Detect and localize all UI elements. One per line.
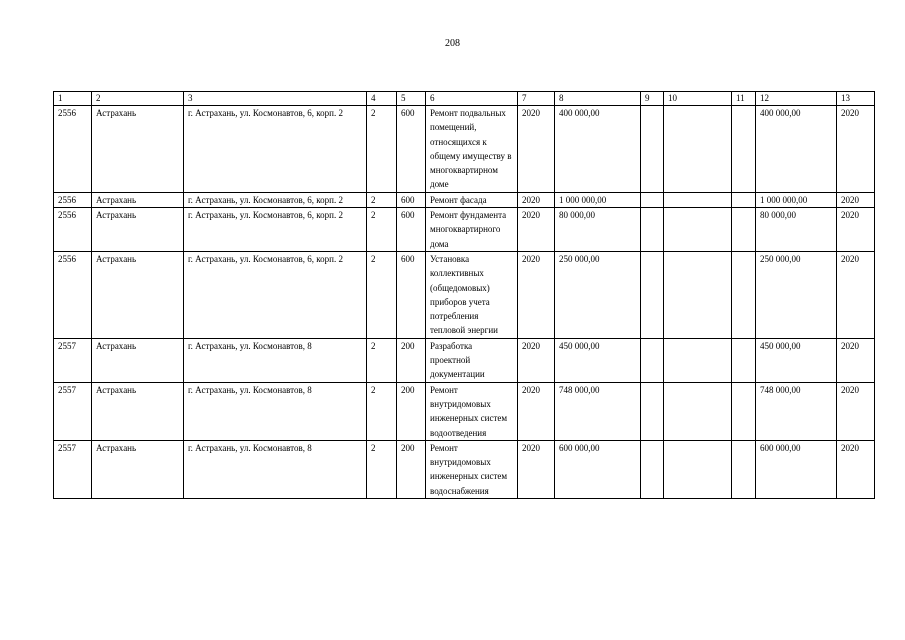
year-cell: 2020: [518, 382, 555, 440]
table-row: [54, 251, 875, 338]
col-11-cell: [732, 192, 756, 207]
col-10-cell: [664, 192, 732, 207]
work-type-cell: Установка коллективных (общедомовых) приборов учета потребления тепловой энергии: [426, 251, 518, 338]
cost-cell: 450 000,00: [555, 338, 641, 382]
col-10-cell: [664, 338, 732, 382]
table-row: [54, 440, 875, 498]
cost-cell: 1 000 000,00: [555, 192, 641, 207]
completion-year-cell: 2020: [837, 208, 875, 252]
year-cell: 2020: [518, 251, 555, 338]
work-type-cell: Разработка проектной документации: [426, 338, 518, 382]
col-5-cell: 600: [397, 208, 426, 252]
column-header: 4: [367, 92, 397, 106]
total-cost-cell: 600 000,00: [756, 440, 837, 498]
record-number-cell: 2556: [54, 251, 92, 338]
col-9-cell: [641, 440, 664, 498]
table-row: [54, 106, 875, 193]
col-5-cell: 600: [397, 106, 426, 193]
col-10-cell: [664, 208, 732, 252]
total-cost-cell: 1 000 000,00: [756, 192, 837, 207]
col-9-cell: [641, 382, 664, 440]
col-11-cell: [732, 106, 756, 193]
total-cost-cell: 450 000,00: [756, 338, 837, 382]
completion-year-cell: 2020: [837, 440, 875, 498]
work-type-cell: Ремонт подвальных помещений, относящихся к общему имуществу в многоквартирном доме: [426, 106, 518, 193]
completion-year-cell: 2020: [837, 338, 875, 382]
col-4-cell: 2: [367, 382, 397, 440]
municipality-cell: Астрахань: [92, 106, 184, 193]
col-11-cell: [732, 208, 756, 252]
municipality-cell: Астрахань: [92, 208, 184, 252]
column-header: 8: [555, 92, 641, 106]
address-cell: г. Астрахань, ул. Космонавтов, 6, корп. 2: [184, 192, 367, 207]
work-type-cell: Ремонт фасада: [426, 192, 518, 207]
table-row: [54, 192, 875, 207]
year-cell: 2020: [518, 192, 555, 207]
column-header: 3: [184, 92, 367, 106]
municipality-cell: Астрахань: [92, 440, 184, 498]
total-cost-cell: 80 000,00: [756, 208, 837, 252]
column-number-row: [54, 92, 875, 106]
col-11-cell: [732, 251, 756, 338]
column-header: 9: [641, 92, 664, 106]
record-number-cell: 2556: [54, 208, 92, 252]
col-9-cell: [641, 106, 664, 193]
address-cell: г. Астрахань, ул. Космонавтов, 6, корп. 2: [184, 106, 367, 193]
column-header: 1: [54, 92, 92, 106]
total-cost-cell: 400 000,00: [756, 106, 837, 193]
work-type-cell: Ремонт внутридомовых инженерных систем водоотведения: [426, 382, 518, 440]
table-row: [54, 338, 875, 382]
municipality-cell: Астрахань: [92, 192, 184, 207]
column-header: 6: [426, 92, 518, 106]
col-9-cell: [641, 192, 664, 207]
col-10-cell: [664, 440, 732, 498]
address-cell: г. Астрахань, ул. Космонавтов, 8: [184, 440, 367, 498]
column-header: 7: [518, 92, 555, 106]
col-9-cell: [641, 208, 664, 252]
completion-year-cell: 2020: [837, 192, 875, 207]
record-number-cell: 2557: [54, 440, 92, 498]
col-11-cell: [732, 440, 756, 498]
col-11-cell: [732, 382, 756, 440]
address-cell: г. Астрахань, ул. Космонавтов, 6, корп. 2: [184, 208, 367, 252]
total-cost-cell: 748 000,00: [756, 382, 837, 440]
column-header: 10: [664, 92, 732, 106]
address-cell: г. Астрахань, ул. Космонавтов, 6, корп. 2: [184, 251, 367, 338]
col-5-cell: 200: [397, 382, 426, 440]
col-5-cell: 600: [397, 192, 426, 207]
col-5-cell: 600: [397, 251, 426, 338]
work-type-cell: Ремонт внутридомовых инженерных систем водоснабжения: [426, 440, 518, 498]
col-10-cell: [664, 106, 732, 193]
cost-cell: 250 000,00: [555, 251, 641, 338]
municipality-cell: Астрахань: [92, 382, 184, 440]
completion-year-cell: 2020: [837, 251, 875, 338]
table-row: [54, 382, 875, 440]
year-cell: 2020: [518, 106, 555, 193]
column-header: 5: [397, 92, 426, 106]
col-5-cell: 200: [397, 338, 426, 382]
completion-year-cell: 2020: [837, 106, 875, 193]
record-number-cell: 2556: [54, 106, 92, 193]
record-number-cell: 2556: [54, 192, 92, 207]
column-header: 11: [732, 92, 756, 106]
column-header: 13: [837, 92, 875, 106]
page-number: 208: [445, 38, 460, 49]
col-4-cell: 2: [367, 106, 397, 193]
column-header: 2: [92, 92, 184, 106]
col-9-cell: [641, 251, 664, 338]
completion-year-cell: 2020: [837, 382, 875, 440]
col-9-cell: [641, 338, 664, 382]
record-number-cell: 2557: [54, 338, 92, 382]
address-cell: г. Астрахань, ул. Космонавтов, 8: [184, 338, 367, 382]
address-cell: г. Астрахань, ул. Космонавтов, 8: [184, 382, 367, 440]
year-cell: 2020: [518, 338, 555, 382]
work-type-cell: Ремонт фундамента многоквартирного дома: [426, 208, 518, 252]
cost-cell: 748 000,00: [555, 382, 641, 440]
col-10-cell: [664, 251, 732, 338]
col-11-cell: [732, 338, 756, 382]
col-4-cell: 2: [367, 192, 397, 207]
column-header: 12: [756, 92, 837, 106]
col-4-cell: 2: [367, 251, 397, 338]
col-4-cell: 2: [367, 338, 397, 382]
year-cell: 2020: [518, 208, 555, 252]
record-number-cell: 2557: [54, 382, 92, 440]
municipality-cell: Астрахань: [92, 338, 184, 382]
cost-cell: 400 000,00: [555, 106, 641, 193]
col-10-cell: [664, 382, 732, 440]
cost-cell: 600 000,00: [555, 440, 641, 498]
municipality-cell: Астрахань: [92, 251, 184, 338]
col-5-cell: 200: [397, 440, 426, 498]
total-cost-cell: 250 000,00: [756, 251, 837, 338]
year-cell: 2020: [518, 440, 555, 498]
capital-repair-table: [53, 91, 875, 499]
col-4-cell: 2: [367, 208, 397, 252]
cost-cell: 80 000,00: [555, 208, 641, 252]
col-4-cell: 2: [367, 440, 397, 498]
table-row: [54, 208, 875, 252]
